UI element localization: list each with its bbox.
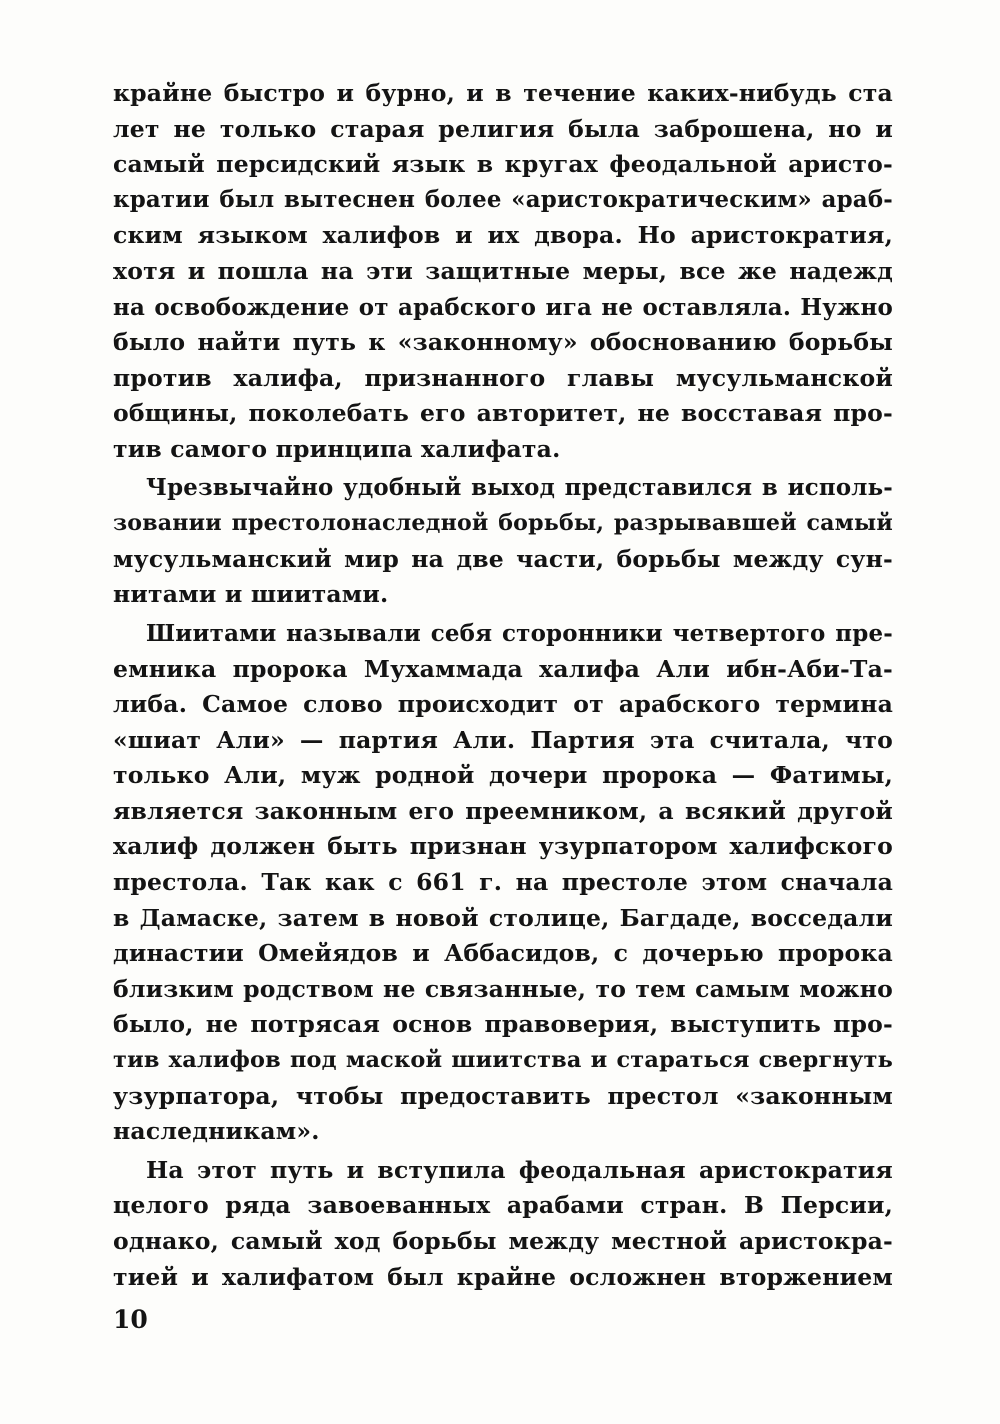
text-line: в Дамаске, затем в новой столице, Багдаде, восседали	[113, 903, 893, 932]
text-line: емника пророка Мухаммада халифа Али ибн-Аби-Та-	[113, 654, 893, 683]
text-line: является законным его преемником, а всякий другой	[113, 796, 893, 825]
text-line: либа. Самое слово происходит от арабского термина	[113, 690, 893, 719]
text-line: тив халифов под маской шиитства и стараться свергнуть	[113, 1047, 893, 1074]
text-line: зовании престолонаследной борьбы, разрывавшей самый	[113, 510, 893, 537]
text-line: общины, поколебать его авторитет, не восставая про-	[113, 399, 893, 428]
text-line: престола. Так как с 661 г. на престоле этом сначала	[113, 868, 893, 897]
text-line: «шиат Али» — партия Али. Партия эта считала, что	[113, 725, 893, 754]
text-line: кратии был вытеснен более «аристократическим» араб-	[113, 186, 893, 213]
text-line: самый персидский язык в кругах феодальной аристо-	[113, 150, 893, 179]
text-line: близким родством не связанные, то тем самым можно	[113, 974, 893, 1003]
text-line: хотя и пошла на эти защитные меры, все же надежд	[113, 256, 893, 285]
text-line: было, не потрясая основ правоверия, выступить про-	[113, 1010, 893, 1039]
text-line: Чрезвычайно удобный выход представился в исполь-	[146, 474, 893, 501]
text-line: крайне быстро и бурно, и в течение каких-нибудь ста	[113, 79, 893, 107]
text-line: На этот путь и вступила феодальная аристократия	[146, 1155, 893, 1184]
text-line: Шиитами называли себя сторонники четвертого пре-	[146, 619, 893, 647]
text-line: лет не только старая религия была заброшена, но и	[113, 114, 893, 143]
text-line: тией и халифатом был крайне осложнен вторжением	[113, 1262, 893, 1291]
text-line: было найти путь к «законному» обоснованию борьбы	[113, 328, 893, 357]
text-line: династии Омейядов и Аббасидов, с дочерью пророка	[113, 939, 893, 968]
body-text	[113, 76, 893, 1295]
text-line: нитами и шиитами.	[113, 580, 389, 609]
text-line: тив самого принципа халифата.	[113, 434, 561, 463]
page-number: 10	[113, 1305, 148, 1334]
text-line: на освобождение от арабского ига не оставляла. Нужно	[113, 293, 893, 321]
text-line: мусульманский мир на две части, борьбы между сун-	[113, 544, 893, 573]
text-line: против халифа, признанного главы мусульманской	[113, 363, 893, 392]
text-line: только Али, муж родной дочери пророка — Фатимы,	[113, 761, 893, 790]
text-line: ским языком халифов и их двора. Но аристократия,	[113, 221, 893, 250]
text-line: наследникам».	[113, 1117, 320, 1146]
text-line: узурпатора, чтобы предоставить престол «законным	[113, 1081, 893, 1110]
text-line: однако, самый ход борьбы между местной аристокра-	[113, 1227, 893, 1255]
text-line: халиф должен быть признан узурпатором халифского	[113, 832, 893, 861]
text-line: целого ряда завоеванных арабами стран. В Персии,	[113, 1191, 893, 1220]
